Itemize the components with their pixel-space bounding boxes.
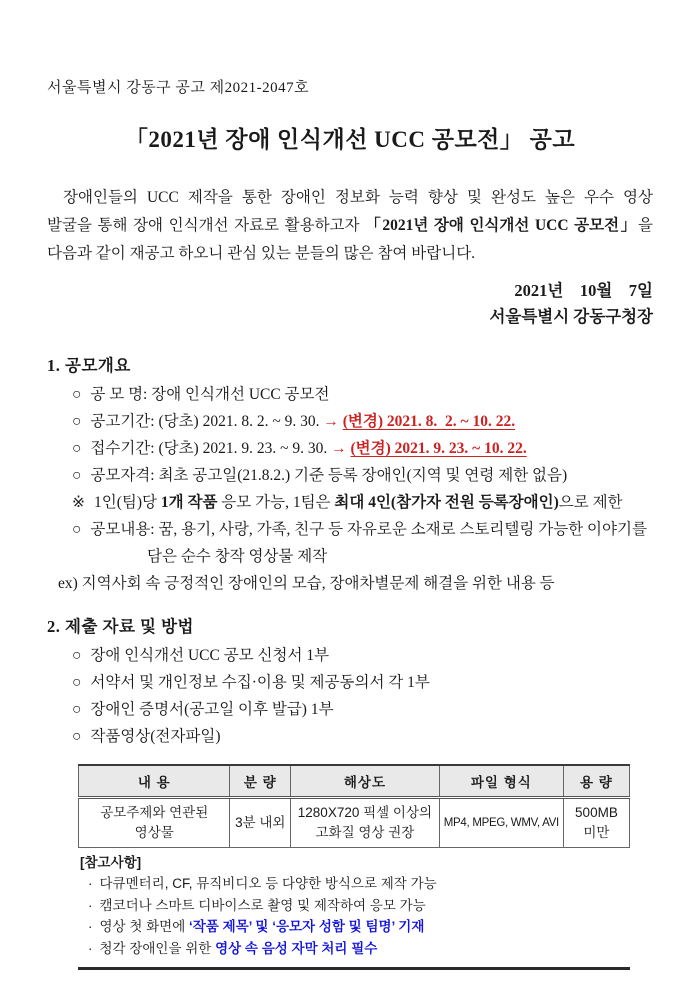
- circle-bullet-icon: ○: [72, 647, 82, 664]
- dot-bullet-icon: ·: [88, 876, 93, 891]
- dot-bullet-icon: ·: [88, 919, 93, 934]
- overview-list: [47, 381, 653, 597]
- list-item: [47, 642, 653, 669]
- circle-bullet-icon: ○: [72, 440, 82, 457]
- note-text: 영상 첫 화면에: [99, 919, 189, 934]
- eligibility-text: 공모자격: 최초 공고일(21.8.2.) 기준 등록 장애인(지역 및 연령 제한 없음): [90, 467, 568, 484]
- notice-period-original: 공고기간: (당초) 2021. 8. 2. ~ 9. 30.: [90, 413, 324, 430]
- limit-note-one-work: 1개 작품: [160, 494, 218, 511]
- apply-period-changed: (변경) 2021. 9. 23. ~ 10. 22.: [350, 440, 527, 457]
- content-text: 공모내용: 꿈, 용기, 사랑, 가족, 친구 등 자유로운 소재로 스토리텔링 가능한 이야기를: [90, 521, 647, 538]
- circle-bullet-icon: ○: [72, 521, 82, 538]
- cell-content: 공모주제와 연관된 영상물: [79, 797, 230, 847]
- announcement-date: 2021년 10월 7일: [514, 281, 653, 300]
- dot-bullet-icon: ·: [88, 897, 93, 913]
- circle-bullet-icon: ○: [72, 413, 82, 430]
- notice-period-changed: (변경) 2021. 8. 2. ~ 10. 22.: [342, 413, 516, 430]
- list-item-content: [47, 516, 653, 543]
- circle-bullet-icon: ○: [72, 674, 82, 691]
- note-emphasis-title-credit: ‘작품 제목’ 및 ‘응모자 성함 및 팀명’ 기재: [189, 919, 425, 934]
- col-header-size: 용 량: [563, 765, 629, 797]
- list-item: [47, 696, 653, 723]
- circle-bullet-icon: ○: [72, 728, 82, 745]
- list-item: [47, 669, 653, 696]
- col-header-length: 분 량: [230, 765, 291, 797]
- limit-note-post: 으로 제한: [558, 494, 623, 511]
- list-item-apply-period: [47, 435, 653, 462]
- submission-list: [47, 642, 653, 750]
- content-continuation: 담은 순수 창작 영상물 제작: [147, 548, 328, 565]
- video-spec-table: [78, 764, 630, 848]
- circle-bullet-icon: ○: [72, 701, 82, 718]
- circle-bullet-icon: ○: [72, 467, 82, 484]
- col-header-content: 내 용: [79, 765, 230, 797]
- submission-item-text: 서약서 및 개인정보 수집·이용 및 제공동의서 각 1부: [90, 674, 430, 691]
- intro-line-2-post: 을: [638, 217, 653, 234]
- list-item-limit-note: [47, 489, 653, 516]
- intro-line-2-contest-name: 「2021년 장애 인식개선 UCC 공모전」: [365, 217, 639, 234]
- circle-bullet-icon: ○: [72, 386, 82, 403]
- table-row: [79, 797, 630, 847]
- notes-heading: [참고사항]: [80, 854, 142, 870]
- col-header-resolution: 해상도: [291, 765, 440, 797]
- note-item: [80, 873, 628, 895]
- list-item-eligibility: [47, 462, 653, 489]
- cell-size: 500MB 미만: [563, 797, 629, 847]
- col-header-file-format: 파일 형식: [439, 765, 563, 797]
- cell-resolution: 1280X720 픽셀 이상의 고화질 영상 권장: [291, 797, 440, 847]
- signature-block: [47, 278, 653, 330]
- note-item: [80, 938, 628, 960]
- section-overview-heading: 1. 공모개요: [47, 356, 131, 375]
- dot-bullet-icon: ·: [88, 940, 93, 956]
- submission-item-text: 장애인 증명서(공고일 이후 발급) 1부: [90, 701, 334, 718]
- list-item-notice-period: [47, 408, 653, 435]
- contest-name-text: 공 모 명: 장애 인식개선 UCC 공모전: [90, 386, 330, 403]
- note-text: 다큐멘터리, CF, 뮤직비디오 등 다양한 방식으로 제작 가능: [99, 876, 437, 891]
- intro-line-1: 장애인들의 UCC 제작을 통한 장애인 정보화 능력 향상 및 완성도 높은 우수 영상: [63, 189, 653, 206]
- note-item: [80, 916, 628, 938]
- arrow-right-icon: →: [331, 440, 351, 457]
- section-submission-heading: 2. 제출 자료 및 방법: [47, 617, 194, 636]
- cell-file-format: MP4, MPEG, WMV, AVI: [439, 797, 563, 847]
- intro-line-2-pre: 발굴을 통해 장애 인식개선 자료로 활용하고자: [47, 217, 366, 234]
- submission-item-text: 장애 인식개선 UCC 공모 신청서 1부: [90, 647, 330, 664]
- note-text: 청각 장애인을 위한: [99, 940, 216, 956]
- content-example: ex) 지역사회 속 긍정적인 장애인의 모습, 장애차별문제 해결을 위한 내용 등: [58, 575, 555, 592]
- limit-note-mid: 응모 가능, 1팀은: [217, 494, 335, 511]
- table-header-row: [79, 765, 630, 797]
- limit-note-pre: 1인(팀)당: [94, 494, 161, 511]
- list-item-contest-name: [47, 381, 653, 408]
- note-text: 캠코더나 스마트 디바이스로 촬영 및 제작하여 응모 가능: [99, 897, 426, 913]
- arrow-right-icon: →: [323, 413, 343, 430]
- limit-note-max-four: 최대 4인(참가자 전원 등록장애인): [334, 494, 559, 511]
- cell-length: 3분 내외: [230, 797, 291, 847]
- submission-item-text: 작품영상(전자파일): [90, 728, 221, 745]
- page-title: 「2021년 장애 인식개선 UCC 공모전」 공고: [124, 127, 576, 152]
- note-item: [80, 895, 628, 917]
- intro-line-3: 다음과 같이 재공고 하오니 관심 있는 분들의 많은 참여 바랍니다.: [47, 245, 476, 262]
- video-spec-block: [78, 764, 630, 970]
- reference-notes: [78, 848, 630, 971]
- apply-period-original: 접수기간: (당초) 2021. 9. 23. ~ 9. 30.: [90, 440, 332, 457]
- reference-mark-icon: ※: [72, 494, 85, 511]
- intro-line-2: [47, 212, 653, 240]
- intro-paragraph: [47, 184, 653, 268]
- doc-number: 서울특별시 강동구 공고 제2021-2047호: [47, 80, 310, 96]
- list-item: [47, 723, 653, 750]
- announcement-author: 서울특별시 강동구청장: [489, 307, 653, 326]
- note-emphasis-subtitles: 영상 속 음성 자막 처리 필수: [215, 940, 378, 956]
